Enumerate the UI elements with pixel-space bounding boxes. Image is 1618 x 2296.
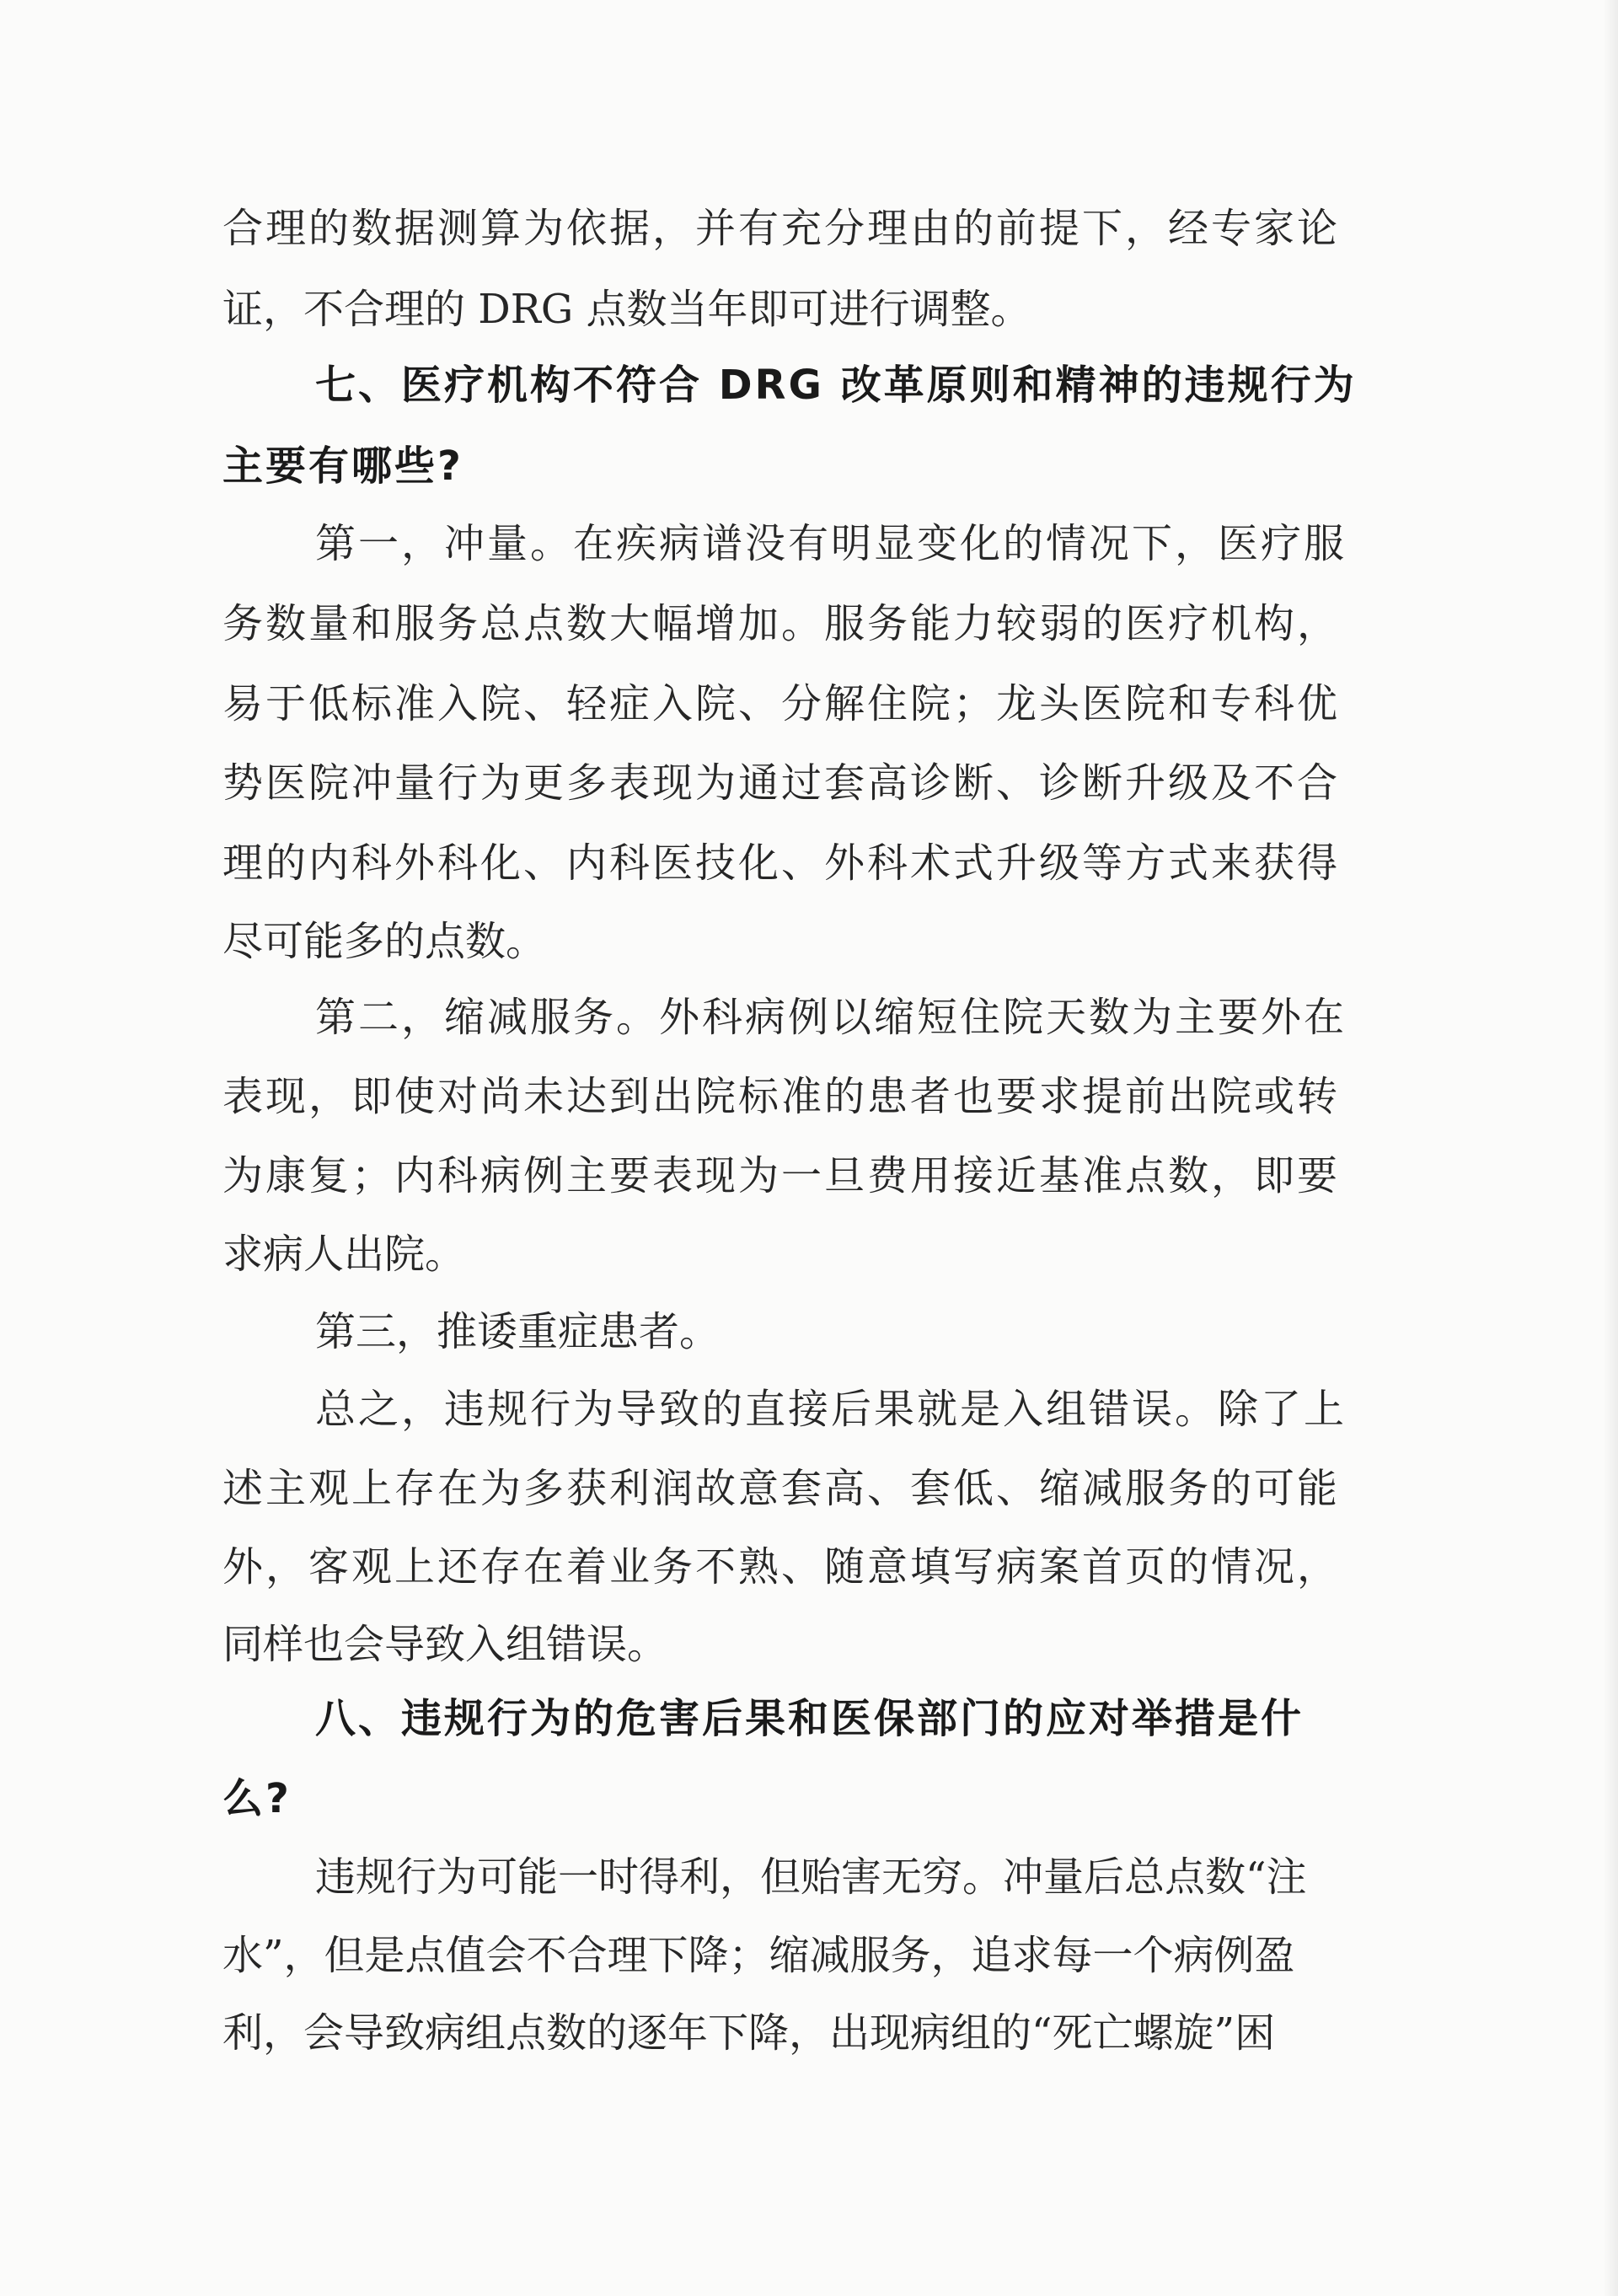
paragraph-line: 为康复；内科病例主要表现为一旦费用接近基准点数，即要 bbox=[222, 1152, 1341, 1199]
paragraph-line: 第二，缩减服务。外科病例以缩短住院天数为主要外在 bbox=[315, 994, 1347, 1041]
paragraph-line: 利，会导致病组点数的逐年下降，出现病组的“死亡螺旋”困 bbox=[222, 2009, 1276, 2057]
paragraph-line: 求病人出院。 bbox=[222, 1231, 466, 1278]
section-heading: 七、医疗机构不符合 DRG 改革原则和精神的违规行为 bbox=[315, 362, 1357, 409]
paragraph-line: 总之，违规行为导致的直接后果就是入组错误。除了上 bbox=[315, 1386, 1347, 1433]
paragraph-line: 务数量和服务总点数大幅增加。服务能力较弱的医疗机构， bbox=[222, 600, 1341, 647]
paragraph-line: 理的内科外科化、内科医技化、外科术式升级等方式来获得 bbox=[222, 840, 1341, 887]
paragraph-line: 违规行为可能一时得利，但贻害无穷。冲量后总点数“注 bbox=[315, 1853, 1307, 1901]
paragraph-line: 证，不合理的 DRG 点数当年即可进行调整。 bbox=[222, 286, 1031, 333]
scan-edge-shadow bbox=[1603, 0, 1618, 2296]
section-heading: 主要有哪些? bbox=[222, 443, 463, 490]
paragraph-line: 势医院冲量行为更多表现为通过套高诊断、诊断升级及不合 bbox=[222, 759, 1341, 807]
paragraph-line: 第三，推诿重症患者。 bbox=[315, 1308, 721, 1355]
paragraph-line: 合理的数据测算为依据，并有充分理由的前提下，经专家论 bbox=[222, 205, 1341, 252]
paragraph-line: 表现，即使对尚未达到出院标准的患者也要求提前出院或转 bbox=[222, 1073, 1341, 1120]
paragraph-line: 易于低标准入院、轻症入院、分解住院；龙头医院和专科优 bbox=[222, 680, 1341, 727]
paragraph-line: 尽可能多的点数。 bbox=[222, 918, 547, 965]
paragraph-line: 外，客观上还存在着业务不熟、随意填写病案首页的情况， bbox=[222, 1543, 1341, 1591]
section-heading: 八、违规行为的危害后果和医保部门的应对举措是什 bbox=[315, 1695, 1305, 1742]
paragraph-line: 述主观上存在为多获利润故意套高、套低、缩减服务的可能 bbox=[222, 1465, 1341, 1512]
paragraph-line: 同样也会导致入组错误。 bbox=[222, 1621, 668, 1668]
paragraph-line: 第一，冲量。在疾病谱没有明显变化的情况下，医疗服 bbox=[315, 520, 1347, 567]
section-heading: 么? bbox=[222, 1775, 292, 1822]
paragraph-line: 水”，但是点值会不合理下降；缩减服务，追求每一个病例盈 bbox=[222, 1932, 1295, 1979]
